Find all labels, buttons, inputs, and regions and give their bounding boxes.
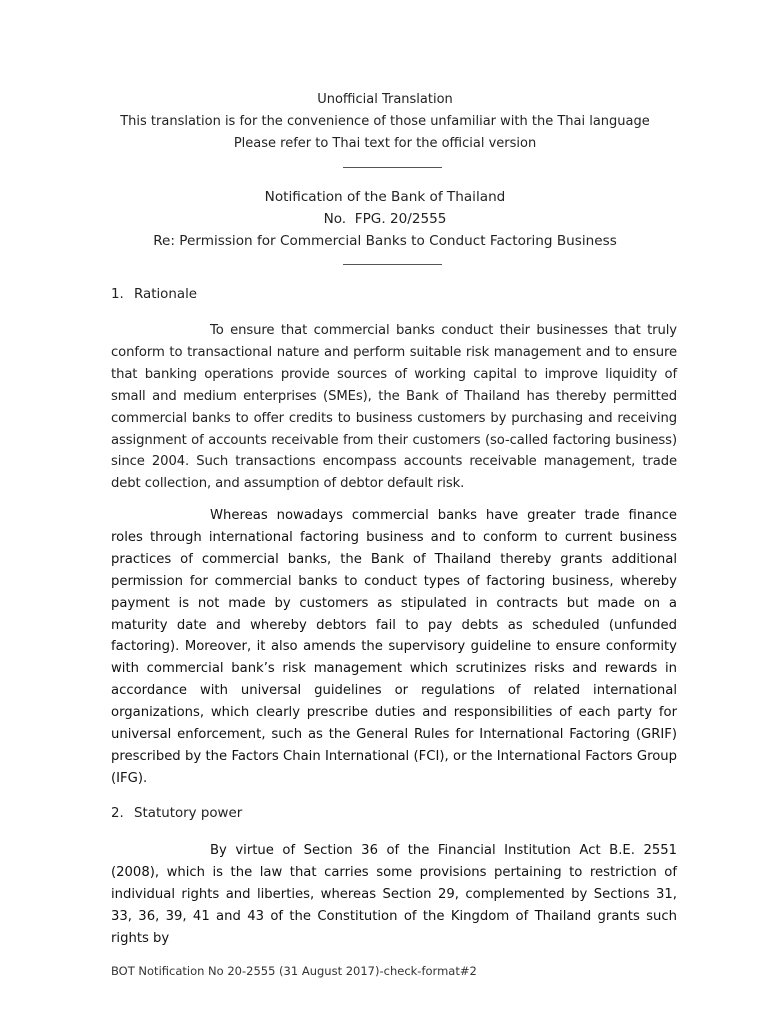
section-number: 1.: [111, 287, 124, 302]
header-separator: [343, 167, 442, 168]
notification-number: No. FPG. 20/2555: [323, 211, 447, 227]
translation-disclaimer: This translation is for the convenience of those unfamiliar with the Thai language: [120, 114, 650, 129]
section-heading-rationale: [111, 286, 197, 304]
title-separator: [343, 264, 442, 265]
unofficial-translation-label: Unofficial Translation: [317, 92, 453, 107]
section-heading-statutory-power: [111, 805, 242, 823]
paragraph-rationale-1: To ensure that commercial banks conduct their businesses that truly conform to transactional nature and perform suitable risk management and to ensure that banking operations provide sources of working capital to improve liquidity of small and medium enterprises (SMEs), the Bank of Thailand has thereby permitted commercial banks to offer credits to business customers by purchasing and receiving assignment of accounts receivable from their customers (so-called factoring business) since 2004. Such transactions encompass accounts receivable management, trade debt collection, and assumption of debtor default risk.: [111, 323, 677, 492]
section-title: Statutory power: [134, 806, 243, 821]
official-version-note: Please refer to Thai text for the official version: [233, 136, 537, 151]
section-title: Rationale: [134, 287, 198, 302]
section-number: 2.: [111, 806, 124, 821]
paragraph-statutory-power-1: By virtue of Section 36 of the Financial Institution Act B.E. 2551 (2008), which is the law that carries some provisions pertaining to restriction of individual rights and liberties, whereas Section 29, complemented by Sections 31, 33, 36, 39, 41 and 43 of the Constitution of the Kingdom of Thailand grants such rights by: [111, 843, 677, 946]
notification-title: Notification of the Bank of Thailand: [264, 189, 506, 205]
paragraph-rationale-2: Whereas nowadays commercial banks have greater trade finance roles through international factoring business and to conform to current business practices of commercial banks, the Bank of Thailand thereby grants additional permission for commercial banks to conduct types of factoring business, whereby payment is not made by customers as stipulated in contracts but made on a maturity date and whereby debtors fail to pay debts as scheduled (unfunded factoring). Moreover, it also amends the supervisory guideline to ensure conformity with commercial bank’s risk management which scrutinizes risks and rewards in accordance with universal guidelines or regulations of related international organizations, which clearly prescribe duties and responsibilities of each party for universal enforcement, such as the General Rules for International Factoring (GRIF) prescribed by the Factors Chain International (FCI), or the International Factors Group (IFG).: [111, 508, 677, 786]
page-footer: BOT Notification No 20-2555 (31 August 2017)-check-format#2: [111, 964, 477, 978]
notification-subject: Re: Permission for Commercial Banks to Conduct Factoring Business: [153, 233, 617, 249]
